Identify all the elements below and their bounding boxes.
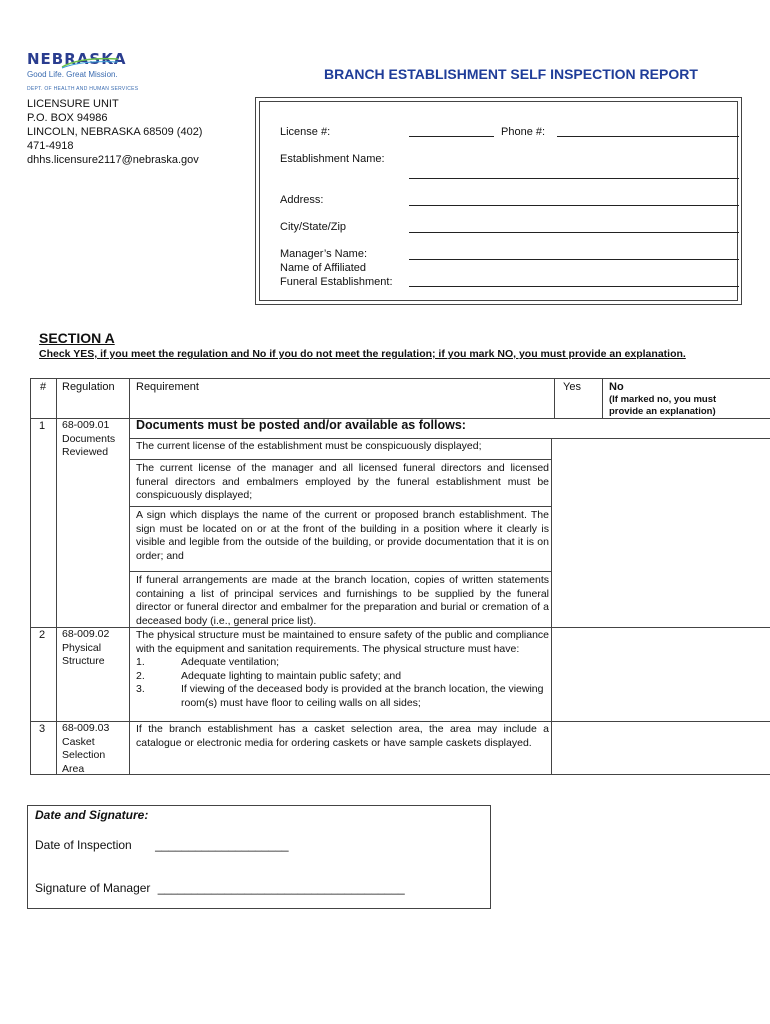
row-divider bbox=[129, 459, 551, 460]
header-no-note: (If marked no, you must bbox=[609, 394, 717, 405]
logo-tagline: Good Life. Great Mission. bbox=[27, 70, 118, 79]
regulation-cell bbox=[62, 722, 128, 776]
regulation-code: 68-009.02 bbox=[62, 628, 110, 640]
header-no: No bbox=[609, 381, 624, 393]
regulation-name: Selection bbox=[62, 749, 106, 762]
row-divider bbox=[30, 721, 770, 722]
regulation-code: 68-009.03 bbox=[62, 722, 110, 734]
address-line: LICENSURE UNIT bbox=[27, 98, 119, 110]
row-divider bbox=[129, 438, 770, 439]
city-state-zip-field[interactable] bbox=[409, 232, 739, 233]
address-email: dhhs.licensure2117@nebraska.gov bbox=[27, 154, 199, 166]
affiliated-label: Name of Affiliated bbox=[280, 262, 367, 274]
list-item: 2. Adequate lighting to maintain public safety; and bbox=[136, 669, 402, 682]
physical-structure-list bbox=[136, 656, 549, 710]
col-divider bbox=[554, 378, 555, 418]
row-number: 1 bbox=[39, 420, 46, 432]
regulation-name: Structure bbox=[62, 655, 105, 668]
affiliated-establishment-field[interactable] bbox=[409, 286, 739, 287]
date-of-inspection-label: Date of Inspection bbox=[35, 838, 132, 852]
col-divider bbox=[56, 378, 57, 775]
address-line: 471-4918 bbox=[27, 140, 74, 152]
col-divider bbox=[551, 628, 552, 775]
phone-field[interactable] bbox=[557, 136, 739, 137]
date-of-inspection-row bbox=[35, 838, 289, 852]
row-number: 3 bbox=[39, 723, 46, 735]
documents-heading: Documents must be posted and/or available as follows: bbox=[136, 418, 466, 432]
col-divider bbox=[551, 438, 552, 628]
address-line: P.O. BOX 94986 bbox=[27, 112, 108, 124]
requirement-text: A sign which displays the name of the current or proposed branch establishment. The sign must be located on or at the front of the building in a position where it clearly is visible and legible from the outside of the building, or provide documentation that it is on order; and bbox=[136, 509, 549, 562]
address-line: LINCOLN, NEBRASKA 68509 (402) bbox=[27, 126, 203, 138]
section-title: SECTION A bbox=[39, 330, 115, 346]
mailing-address bbox=[27, 97, 242, 167]
requirement-text: The current license of the manager and all licensed funeral directors and licensed funeral directors and embalmers employed by the funeral establishment must be conspicuously displayed; bbox=[136, 462, 549, 502]
list-item: 1. Adequate ventilation; bbox=[136, 656, 280, 669]
logo-wordmark: NEBRASKA bbox=[27, 50, 127, 68]
signature-field[interactable]: _____________________________________ bbox=[157, 881, 405, 895]
regulation-name: Documents bbox=[62, 432, 116, 445]
affiliated-label-cont: Funeral Establishment: bbox=[280, 276, 393, 288]
manager-name-field[interactable] bbox=[409, 259, 739, 260]
header-requirement: Requirement bbox=[136, 381, 199, 393]
manager-name-label: Manager’s Name: bbox=[280, 248, 368, 260]
signature-title: Date and Signature: bbox=[35, 808, 149, 822]
regulation-name: Physical bbox=[62, 641, 102, 654]
header-number: # bbox=[40, 381, 47, 393]
logo-swoosh-icon bbox=[60, 55, 120, 69]
row-number: 2 bbox=[39, 629, 46, 641]
report-title: BRANCH ESTABLISHMENT SELF INSPECTION REPORT bbox=[324, 66, 698, 82]
col-divider bbox=[602, 378, 603, 418]
address-label: Address: bbox=[280, 194, 324, 206]
license-label: License #: bbox=[280, 126, 331, 138]
requirement-text: If the branch establishment has a casket selection area, the area may include a catalogue or electronic media for ordering caskets or have sample caskets displayed. bbox=[136, 723, 549, 749]
signature-label: Signature of Manager bbox=[35, 881, 151, 895]
regulation-name: Area bbox=[62, 762, 85, 775]
address-field[interactable] bbox=[409, 205, 739, 206]
requirement-text: The current license of the establishment must be conspicuously displayed; bbox=[136, 440, 482, 452]
header-yes: Yes bbox=[563, 381, 581, 393]
regulation-name: Casket bbox=[62, 735, 95, 748]
header-regulation: Regulation bbox=[62, 381, 115, 393]
regulation-code: 68-009.01 bbox=[62, 419, 110, 431]
establishment-name-field[interactable] bbox=[409, 178, 739, 179]
establishment-name-label: Establishment Name: bbox=[280, 153, 385, 165]
license-field[interactable] bbox=[409, 136, 494, 137]
logo-department: DEPT. OF HEALTH AND HUMAN SERVICES bbox=[27, 86, 139, 92]
regulation-name: Reviewed bbox=[62, 446, 109, 459]
physical-structure-intro: The physical structure must be maintained to ensure safety of the public and compliance with the equipment and sanitation requirements. The physical structure must have: bbox=[136, 629, 549, 655]
section-instructions: Check YES, if you meet the regulation and No if you do not meet the regulation; if you mark NO, you must provide an explanation. bbox=[39, 348, 686, 360]
row-divider bbox=[129, 506, 551, 507]
signature-row bbox=[35, 881, 405, 895]
city-state-zip-label: City/State/Zip bbox=[280, 221, 347, 233]
regulation-cell bbox=[62, 628, 128, 669]
requirement-text bbox=[136, 629, 549, 711]
requirement-text: If funeral arrangements are made at the branch location, copies of written statements containing a list of principal services and furnishings to be supplied by the funeral director or funeral director and embalmer for the preparation and burial or cremation of a deceased body (i.e., general price list). bbox=[136, 574, 549, 627]
date-of-inspection-field[interactable]: ____________________ bbox=[155, 838, 289, 852]
phone-label: Phone #: bbox=[501, 126, 546, 138]
row-divider bbox=[129, 571, 551, 572]
header-no-note: provide an explanation) bbox=[609, 406, 716, 417]
regulation-cell bbox=[62, 419, 128, 460]
list-item: 3. If viewing of the deceased body is provided at the branch location, the viewing room(s) must have floor to ceiling walls on all sides; bbox=[136, 683, 544, 709]
